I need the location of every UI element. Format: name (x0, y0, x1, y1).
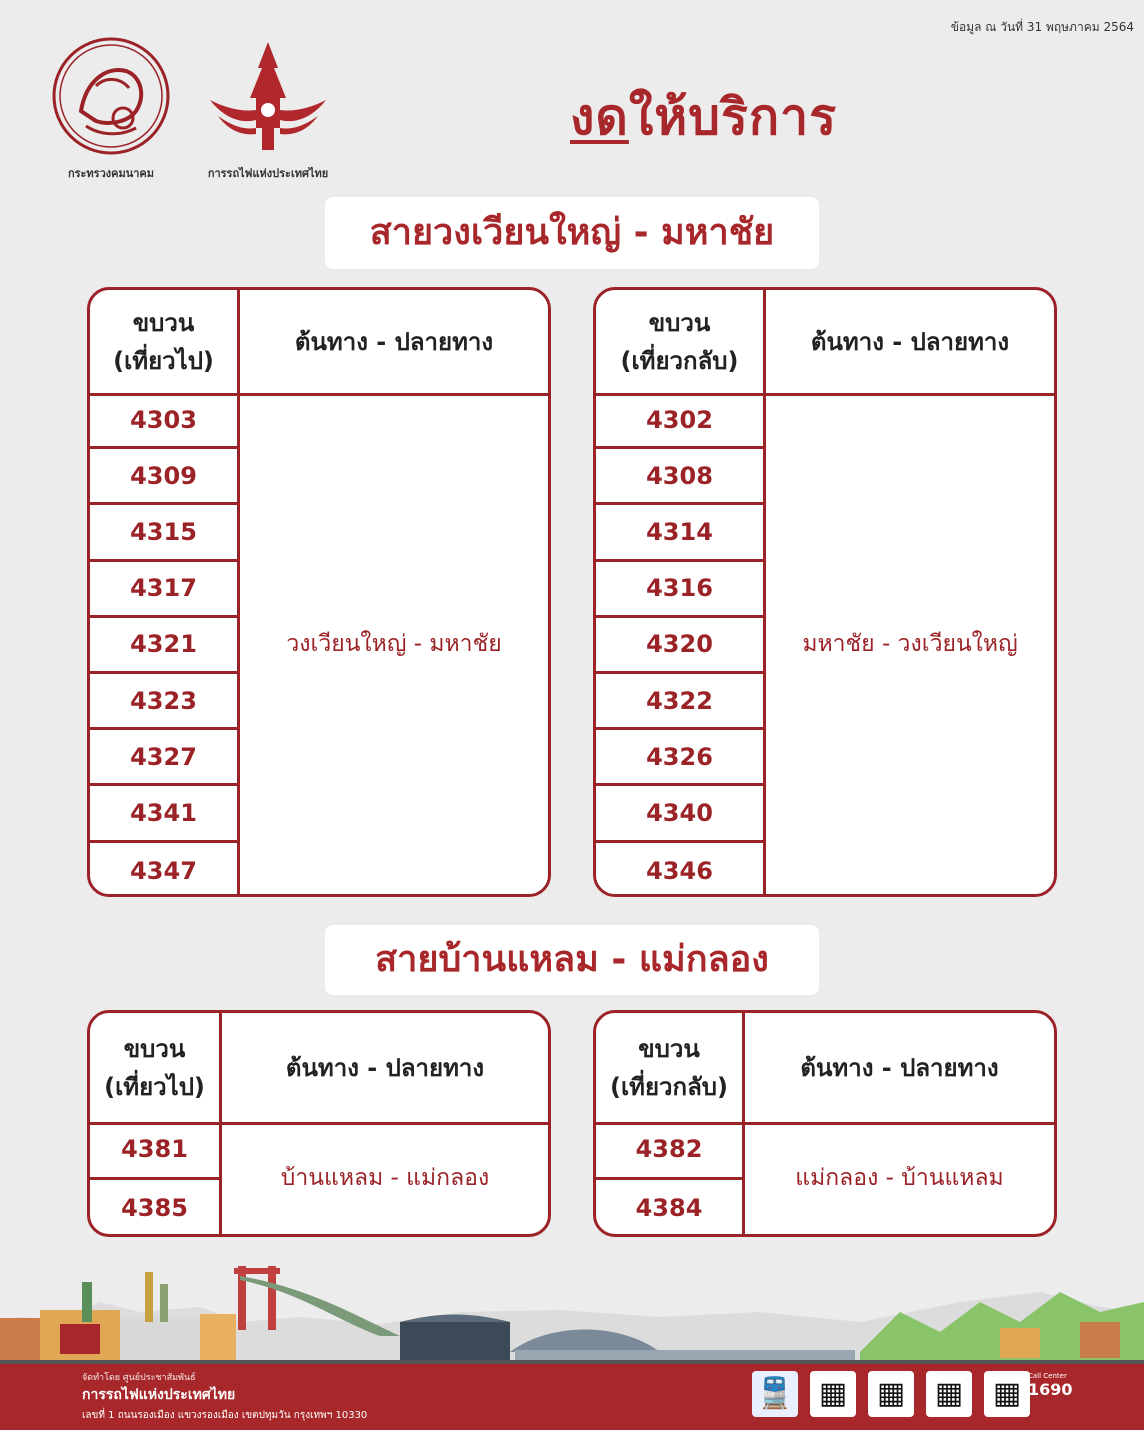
table-row: 4323 (90, 674, 237, 730)
call-center-number: 1690 (1028, 1380, 1073, 1399)
train-column-header (596, 1013, 745, 1122)
footer-address: เลขที่ 1 ถนนรองเมือง แขวงรองเมือง เขตปทุมวัน กรุงเทพฯ 10330 (82, 1410, 368, 1421)
table-row: 4308 (596, 449, 763, 505)
train-column-header (90, 290, 240, 393)
train-list (596, 393, 766, 894)
inbound-table (593, 1010, 1057, 1237)
route-column-header: ต้นทาง - ปลายทาง (285, 1054, 485, 1082)
footer-org: การรถไฟแห่งประเทศไทย (82, 1387, 236, 1403)
table-row: 4346 (646, 856, 713, 885)
train-column-header (90, 1013, 222, 1122)
header-train-label: ขบวน (638, 1034, 700, 1063)
table-row: 4309 (90, 449, 237, 505)
route-cell: แม่กลอง - บ้านแหลม (795, 1165, 1004, 1191)
table-row: 4322 (596, 674, 763, 730)
section-title: สายวงเวียนใหญ่ - มหาชัย (325, 197, 819, 269)
ministry-logo (48, 36, 174, 182)
qr-code-icon[interactable]: ▦ (868, 1371, 914, 1417)
footer (0, 1364, 1144, 1430)
app-icon[interactable]: 🚆 (752, 1371, 798, 1417)
table-row: 4321 (90, 618, 237, 674)
train-list (90, 393, 240, 894)
table-row: 4381 (90, 1122, 219, 1180)
table-row: 4302 (596, 393, 763, 449)
table-row: 4315 (90, 505, 237, 561)
ministry-caption: กระทรวงคมนาคม (67, 167, 155, 180)
train-list (90, 1122, 222, 1234)
table-row: 4316 (596, 562, 763, 618)
outbound-table (87, 1010, 551, 1237)
railway-emblem-icon (206, 38, 330, 156)
table-row: 4382 (596, 1122, 742, 1180)
table-row: 4317 (90, 562, 237, 618)
railway-logo (200, 38, 336, 182)
header-train-label: ขบวน (648, 308, 711, 337)
route-column-header: ต้นทาง - ปลายทาง (800, 1054, 999, 1082)
train-list (596, 1122, 745, 1234)
header-direction-label: (เที่ยวกลับ) (620, 346, 739, 375)
route-column-header: ต้นทาง - ปลายทาง (810, 328, 1010, 356)
call-center (1028, 1372, 1073, 1399)
route-cell: วงเวียนใหญ่ - มหาชัย (286, 630, 502, 657)
table-row: 4314 (596, 505, 763, 561)
table-row: 4347 (130, 856, 197, 885)
route-cell: มหาชัย - วงเวียนใหญ่ (802, 630, 1018, 657)
header-train-label: ขบวน (123, 1034, 186, 1063)
table-header (90, 290, 548, 396)
railway-caption: การรถไฟแห่งประเทศไทย (207, 167, 329, 180)
table-header (596, 290, 1054, 396)
call-center-label: Call Center (1028, 1372, 1067, 1380)
table-row: 4384 (635, 1194, 703, 1223)
qr-code-icon[interactable]: ▦ (926, 1371, 972, 1417)
ministry-seal-icon (51, 36, 171, 156)
train-column-header (596, 290, 766, 393)
date-note: ข้อมูล ณ วันที่ 31 พฤษภาคม 2564 (950, 20, 1134, 34)
table-row: 4327 (90, 730, 237, 786)
header-train-label: ขบวน (132, 308, 195, 337)
headline-part2: ให้บริการ (628, 88, 838, 146)
header-direction-label: (เที่ยวไป) (113, 346, 214, 375)
footer-producer: จัดทำโดย ศูนย์ประชาสัมพันธ์ (82, 1373, 196, 1383)
table-row: 4385 (121, 1194, 188, 1223)
headline (570, 78, 837, 157)
table-row: 4340 (596, 786, 763, 842)
route-cell: บ้านแหลม - แม่กลอง (280, 1165, 490, 1191)
section-title: สายบ้านแหลม - แม่กลอง (325, 925, 819, 995)
qr-code-icon[interactable]: ▦ (810, 1371, 856, 1417)
outbound-table (87, 287, 551, 897)
table-header (596, 1013, 1054, 1125)
table-header (90, 1013, 548, 1125)
header-direction-label: (เที่ยวกลับ) (610, 1072, 728, 1101)
headline-part1: งด (570, 88, 629, 146)
table-row: 4303 (90, 393, 237, 449)
header-direction-label: (เที่ยวไป) (104, 1072, 205, 1101)
qr-code-icon[interactable]: ▦ (984, 1371, 1030, 1417)
skyline-illustration (0, 1262, 1144, 1366)
table-row: 4326 (596, 730, 763, 786)
route-column-header: ต้นทาง - ปลายทาง (294, 328, 494, 356)
table-row: 4341 (90, 786, 237, 842)
table-row: 4320 (596, 618, 763, 674)
inbound-table (593, 287, 1057, 897)
